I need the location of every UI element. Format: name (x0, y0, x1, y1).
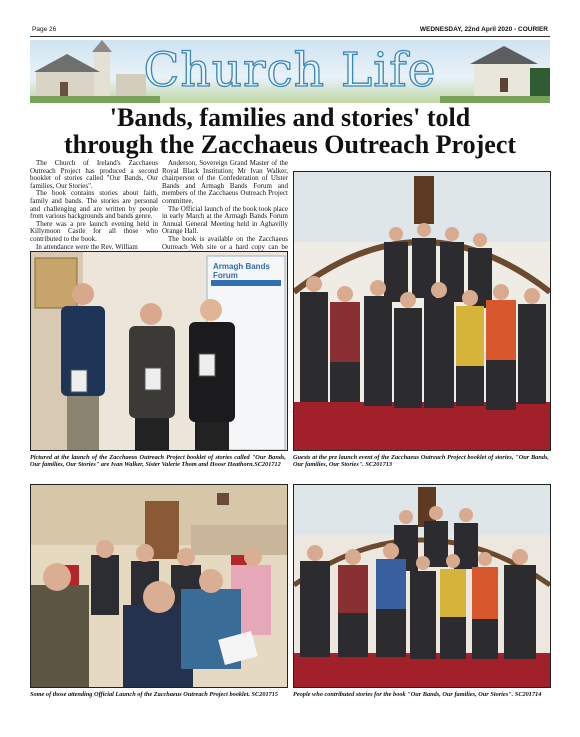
photo-caption: People who contributed stories for the book "Our Bands, Our families, Our Stories". SC201714 (293, 691, 542, 698)
page-number: Page 26 (32, 26, 57, 33)
banner-title: Church Life (143, 43, 437, 98)
paragraph: The book is available on the Zacchaeus Outreach Web site or a hard copy can be (162, 234, 288, 251)
photo-caption: Some of those attending Official Launch of the Zacchaeus Outreach Project booklet. SC201715 (30, 691, 279, 698)
photo-contributors (293, 484, 551, 688)
article-column-1 (30, 160, 158, 251)
paragraph: Anderson, Sovereign Grand Master of the Royal Black Institution; Mr Ivan Walker, chairperson of the Confederation of Ulster Bands and Armagh Bands Forum and members of the Zacchaeus Outreach Project committee. (162, 159, 288, 205)
banner-sign-text: Armagh Bands Forum (213, 262, 270, 280)
photo-caption: Pictured at the launch of the Zacchaeus Outreach Project booklet of stories called "Our Bands, Our families, Our Stories" are Ivan Walker, Sister Valerie Thom and Hoosr Heathorn.SC201712 (30, 454, 286, 469)
photo-launch-trio (30, 251, 288, 451)
paragraph: The Church of Ireland's Zacchaeus Outreach Project has produced a second booklet of stories called "Our Bands, Our families, Our Stories". (30, 159, 158, 190)
header-rule (30, 36, 550, 37)
article-headline (30, 104, 550, 158)
paragraph: The book contains stories about faith, family and bands. The stories are personal and challenging and are written by people from various backgrounds and bands genre. (30, 189, 158, 221)
paragraph: The Official launch of the book took place in early March at the Armagh Bands Forum Annual General Meeting held in Aghavilly Orange Hall. (162, 204, 288, 236)
photo-group-staircase (293, 171, 551, 451)
photo-audience-hall (30, 484, 288, 688)
paragraph: There was a pre launch evening held in Killymoon Castle for all those who contributed to the book. (30, 219, 158, 243)
date-line: WEDNESDAY, 22nd April 2020 - COURIER (419, 26, 548, 33)
headline-line-1: 'Bands, families and stories' told (109, 103, 471, 132)
photo-caption: Guests at the pre launch event of the Zacchaeus Outreach Project booklet of stories, "Our Bands, Our families, Our Stories". SC201713 (293, 454, 549, 469)
headline-line-2: through the Zacchaeus Outreach Project (63, 130, 517, 159)
paragraph: In attendance were the Rev. William (36, 242, 138, 251)
article-column-2 (162, 160, 288, 259)
section-banner (30, 40, 550, 103)
